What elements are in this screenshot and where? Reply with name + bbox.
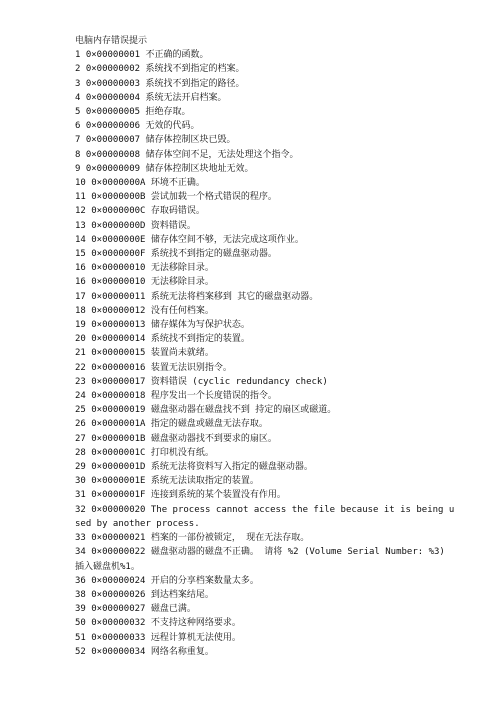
error-entry xyxy=(75,346,455,360)
error-entry xyxy=(75,503,455,531)
error-entry xyxy=(75,474,455,488)
entry-message: 无法移除目录。 xyxy=(150,277,214,288)
entry-code: 0×00000010 xyxy=(91,277,146,288)
entry-message: 无法移除目录。 xyxy=(150,263,214,274)
error-entry xyxy=(75,446,455,460)
entry-code: 0×00000014 xyxy=(91,334,146,345)
error-entry xyxy=(75,275,455,289)
error-entry xyxy=(75,62,455,76)
error-entry xyxy=(75,219,455,233)
entry-message: The process cannot access the file because it is being used by another process. xyxy=(75,504,455,529)
entry-number: 5 xyxy=(75,107,81,117)
entry-code: 0×0000001B xyxy=(91,433,146,444)
entry-code: 0×0000001C xyxy=(91,447,146,458)
error-entry xyxy=(75,417,455,431)
entry-message: 系统无法将资料写入指定的磁盘驱动器。 xyxy=(150,462,313,473)
entry-message: 装置尚未就绪。 xyxy=(150,348,214,359)
entry-code: 0×00000026 xyxy=(91,589,146,600)
entry-message: 储存体空间不足，无法处理这个指令。 xyxy=(145,149,299,160)
entry-code: 0×00000001 xyxy=(85,50,141,61)
entry-number: 18 xyxy=(75,305,86,316)
entry-message: 远程计算机无法使用。 xyxy=(150,632,241,643)
entry-number: 27 xyxy=(75,433,86,444)
entry-code: 0×00000015 xyxy=(91,348,146,359)
entry-code: 0×00000005 xyxy=(85,107,141,117)
entry-message: 指定的磁盘或磁盘无法存取。 xyxy=(150,419,268,430)
entry-number: 17 xyxy=(75,291,86,302)
entry-code: 0×0000001F xyxy=(91,490,146,501)
entry-message: 无效的代码。 xyxy=(145,121,200,132)
entry-message: 系统找不到指定的路径。 xyxy=(145,78,245,89)
error-entry xyxy=(75,290,455,304)
entry-number: 20 xyxy=(75,334,86,345)
entry-message: 储存体控制区块地址无效。 xyxy=(145,163,254,174)
error-entry xyxy=(75,531,455,545)
error-entry xyxy=(75,77,455,91)
entry-message: 系统找不到指定的装置。 xyxy=(150,334,250,345)
entry-number: 3 xyxy=(75,78,81,89)
error-entry xyxy=(75,631,455,645)
entry-message: 网络名称重复。 xyxy=(150,646,214,657)
entry-code: 0×00000016 xyxy=(91,362,146,373)
error-entry xyxy=(75,48,455,62)
entry-number: 4 xyxy=(75,92,81,103)
entry-message: 开启的分享档案数量太多。 xyxy=(150,575,259,586)
error-code-list xyxy=(75,48,455,659)
entry-code: 0×0000000C xyxy=(91,206,146,217)
entry-number: 12 xyxy=(75,206,86,217)
entry-number: 21 xyxy=(75,348,86,359)
entry-number: 38 xyxy=(75,589,86,600)
entry-message: 程序发出一个长度错误的指令。 xyxy=(150,391,277,402)
entry-message: 系统无法将档案移到 其它的磁盘驱动器。 xyxy=(150,291,319,302)
entry-code: 0×0000001E xyxy=(91,476,146,487)
entry-code: 0×00000011 xyxy=(91,291,146,302)
entry-number: 34 xyxy=(75,547,86,558)
entry-number: 52 xyxy=(75,646,86,657)
error-entry xyxy=(75,432,455,446)
entry-message: 资料错误 (cyclic redundancy check) xyxy=(150,376,328,387)
entry-code: 0×00000033 xyxy=(91,632,146,643)
entry-message: 不正确的函数。 xyxy=(145,50,209,61)
entry-message: 储存体空间不够，无法完成这项作业。 xyxy=(150,234,304,245)
entry-message: 到达档案结尾。 xyxy=(150,589,214,600)
error-entry xyxy=(75,616,455,630)
entry-number: 24 xyxy=(75,391,86,402)
entry-number: 14 xyxy=(75,234,86,245)
error-entry xyxy=(75,133,455,147)
entry-code: 0×00000013 xyxy=(91,320,146,331)
error-entry xyxy=(75,403,455,417)
entry-number: 36 xyxy=(75,575,86,586)
error-entry xyxy=(75,574,455,588)
entry-number: 23 xyxy=(75,376,86,387)
error-entry xyxy=(75,190,455,204)
entry-code: 0×00000024 xyxy=(91,575,146,586)
error-entry xyxy=(75,105,455,119)
entry-code: 0×0000000A xyxy=(91,178,146,189)
entry-code: 0×00000020 xyxy=(91,504,146,515)
entry-number: 9 xyxy=(75,163,81,174)
entry-code: 0×00000009 xyxy=(85,163,141,174)
entry-message: 磁盘驱动器在磁盘找不到 持定的扇区或磁道。 xyxy=(150,405,337,416)
entry-code: 0×00000017 xyxy=(91,376,146,387)
entry-number: 2 xyxy=(75,64,81,75)
entry-message: 没有任何档案。 xyxy=(150,305,214,316)
entry-message: 连接到系统的某个装置没有作用。 xyxy=(150,490,286,501)
error-entry xyxy=(75,545,455,573)
entry-code: 0×00000010 xyxy=(91,263,146,274)
entry-message: 装置无法识别指令。 xyxy=(150,362,232,373)
error-entry xyxy=(75,304,455,318)
entry-message: 储存体控制区块已毁。 xyxy=(145,135,236,146)
entry-message: 系统找不到指定的档案。 xyxy=(145,64,245,75)
entry-message: 磁盘驱动器找不到要求的扇区。 xyxy=(150,433,277,444)
entry-number: 7 xyxy=(75,135,81,146)
entry-code: 0×00000002 xyxy=(85,64,141,75)
entry-number: 16 xyxy=(75,277,86,288)
entry-code: 0×0000000B xyxy=(91,192,146,203)
entry-code: 0×00000022 xyxy=(91,547,146,558)
entry-message: 储存媒体为写保护状态。 xyxy=(150,320,250,331)
entry-number: 32 xyxy=(75,504,86,515)
entry-message: 资料错误。 xyxy=(150,220,196,231)
entry-code: 0×0000000F xyxy=(91,249,146,260)
entry-code: 0×00000004 xyxy=(85,92,141,103)
entry-number: 50 xyxy=(75,618,86,629)
entry-message: 打印机没有纸。 xyxy=(150,447,214,458)
entry-message: 磁盘已满。 xyxy=(150,604,196,615)
entry-number: 6 xyxy=(75,121,81,132)
entry-number: 51 xyxy=(75,632,86,643)
entry-code: 0×00000007 xyxy=(85,135,141,146)
entry-number: 10 xyxy=(75,178,86,189)
entry-code: 0×00000003 xyxy=(85,78,141,89)
entry-number: 33 xyxy=(75,533,86,544)
entry-code: 0×0000001D xyxy=(91,462,146,473)
error-entry xyxy=(75,460,455,474)
entry-message: 系统找不到指定的磁盘驱动器。 xyxy=(150,249,277,260)
entry-code: 0×0000000D xyxy=(91,220,146,231)
entry-code: 0×00000019 xyxy=(91,405,146,416)
entry-number: 26 xyxy=(75,419,86,430)
entry-number: 19 xyxy=(75,320,86,331)
entry-number: 28 xyxy=(75,447,86,458)
entry-code: 0×00000006 xyxy=(85,121,141,132)
entry-number: 8 xyxy=(75,149,81,160)
error-entry xyxy=(75,488,455,502)
error-entry xyxy=(75,361,455,375)
entry-number: 16 xyxy=(75,263,86,274)
entry-number: 11 xyxy=(75,192,86,203)
entry-message: 系统无法读取指定的装置。 xyxy=(150,476,259,487)
entry-message: 环境不正确。 xyxy=(150,178,205,189)
entry-number: 29 xyxy=(75,462,86,473)
error-entry xyxy=(75,389,455,403)
entry-code: 0×00000034 xyxy=(91,646,146,657)
entry-number: 22 xyxy=(75,362,86,373)
entry-message: 系统无法开启档案。 xyxy=(145,92,227,103)
error-entry xyxy=(75,645,455,659)
entry-message: 磁盘驱动器的磁盘不正确。 请将 %2 (Volume Serial Number: %3) 插入磁盘机%1。 xyxy=(75,547,445,572)
error-entry xyxy=(75,261,455,275)
entry-code: 0×00000032 xyxy=(91,618,146,629)
entry-number: 13 xyxy=(75,220,86,231)
entry-code: 0×0000000E xyxy=(91,234,146,245)
entry-code: 0×0000001A xyxy=(91,419,146,430)
entry-number: 25 xyxy=(75,405,86,416)
error-entry xyxy=(75,247,455,261)
entry-number: 15 xyxy=(75,249,86,260)
error-entry xyxy=(75,318,455,332)
entry-number: 1 xyxy=(75,50,81,61)
entry-number: 30 xyxy=(75,476,86,487)
entry-message: 尝试加载一个格式错误的程序。 xyxy=(150,192,277,203)
error-entry xyxy=(75,588,455,602)
entry-number: 39 xyxy=(75,604,86,615)
entry-code: 0×00000021 xyxy=(91,533,146,544)
entry-message: 拒绝存取。 xyxy=(145,107,191,117)
document-page xyxy=(75,34,455,659)
error-entry xyxy=(75,91,455,105)
error-entry xyxy=(75,119,455,133)
entry-code: 0×00000012 xyxy=(91,305,146,316)
entry-number: 31 xyxy=(75,490,86,501)
error-entry xyxy=(75,204,455,218)
document-title: 电脑内存错误提示 xyxy=(75,36,148,46)
error-entry xyxy=(75,162,455,176)
error-entry xyxy=(75,148,455,162)
entry-message: 档案的一部份被锁定， 现在无法存取。 xyxy=(150,533,310,544)
entry-code: 0×00000008 xyxy=(85,149,141,160)
error-entry xyxy=(75,233,455,247)
error-entry xyxy=(75,176,455,190)
error-entry xyxy=(75,332,455,346)
entry-code: 0×00000018 xyxy=(91,391,146,402)
error-entry xyxy=(75,602,455,616)
entry-code: 0×00000027 xyxy=(91,604,146,615)
entry-message: 不支持这种网络要求。 xyxy=(150,618,241,629)
error-entry xyxy=(75,375,455,389)
entry-message: 存取码错误。 xyxy=(150,206,205,217)
